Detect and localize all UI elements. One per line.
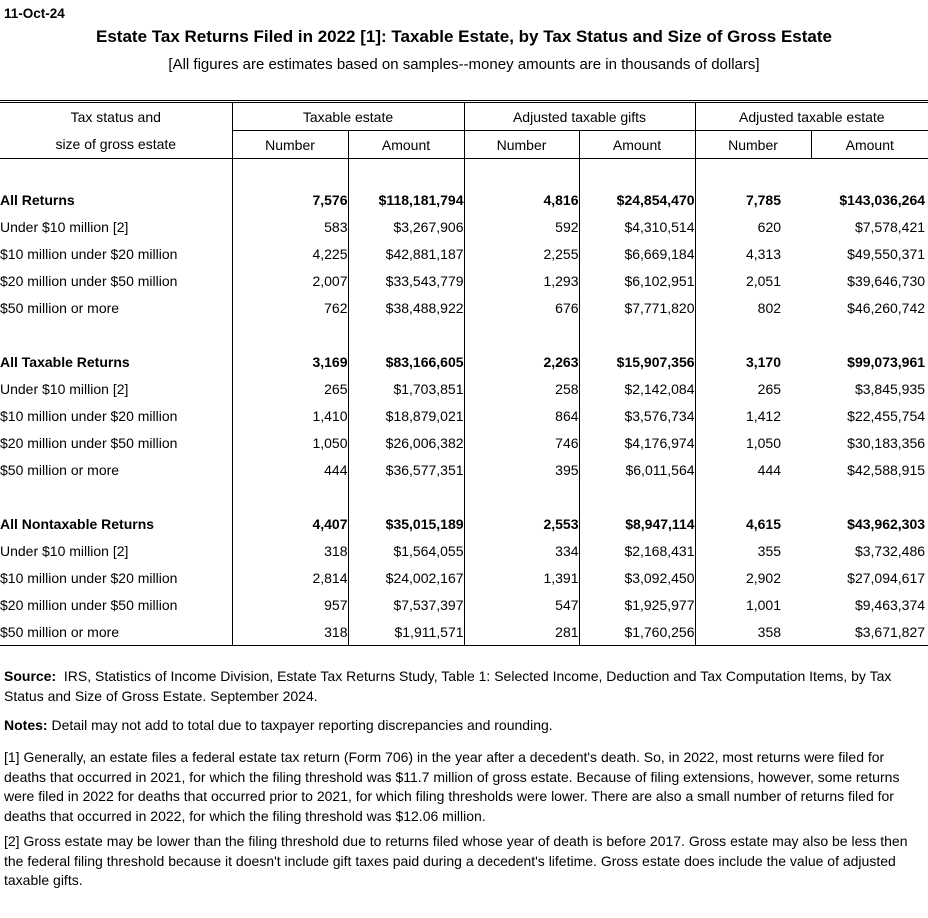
table-row — [0, 456, 928, 483]
cell-adjusted-taxable-estate-amount: $99,073,961 — [847, 353, 926, 370]
cell-adjusted-taxable-gifts-amount: $6,669,184 — [579, 240, 695, 267]
cell-adjusted-taxable-estate-number: 802 — [695, 294, 811, 321]
cell-taxable-estate-amount: $1,911,571 — [348, 618, 464, 646]
col-header-number: Number — [464, 131, 579, 159]
table-row — [0, 240, 928, 267]
cell-adjusted-taxable-estate-number: 1,001 — [695, 591, 811, 618]
row-label: Under $10 million [2] — [0, 542, 129, 559]
row-label: $20 million under $50 million — [0, 434, 178, 451]
cell-adjusted-taxable-estate-amount: $7,578,421 — [854, 218, 926, 235]
row-label: $50 million or more — [0, 299, 120, 316]
spacer-cell — [579, 159, 695, 187]
cell-adjusted-taxable-estate-amount: $22,455,754 — [847, 407, 926, 424]
col-header-amount: Amount — [579, 131, 695, 159]
cell-adjusted-taxable-estate-number: 1,050 — [695, 429, 811, 456]
cell-taxable-estate-number: 957 — [232, 591, 348, 618]
spacer-cell — [0, 483, 232, 510]
cell-adjusted-taxable-gifts-amount: $3,576,734 — [579, 402, 695, 429]
stub-header-line1: Tax status and — [0, 102, 232, 131]
spacer-cell — [348, 321, 464, 348]
notes-text: Detail may not add to total due to taxpayer reporting discrepancies and rounding. — [51, 717, 553, 733]
cell-adjusted-taxable-gifts-amount: $4,310,514 — [579, 213, 695, 240]
section-spacer — [0, 483, 928, 510]
page-title: Estate Tax Returns Filed in 2022 [1]: Taxable Estate, by Tax Status and Size of Gross Estate — [96, 27, 832, 46]
cell-adjusted-taxable-estate-number: 3,170 — [695, 348, 811, 375]
spacer-cell — [232, 483, 348, 510]
row-label: All Taxable Returns — [0, 353, 130, 370]
table-row — [0, 213, 928, 240]
cell-adjusted-taxable-gifts-number: 1,391 — [464, 564, 579, 591]
cell-taxable-estate-number: 2,007 — [232, 267, 348, 294]
table-row — [0, 591, 928, 618]
cell-taxable-estate-number: 318 — [232, 537, 348, 564]
cell-taxable-estate-number: 265 — [232, 375, 348, 402]
table-row — [0, 618, 928, 646]
cell-adjusted-taxable-gifts-amount: $6,102,951 — [579, 267, 695, 294]
row-label: $50 million or more — [0, 618, 232, 646]
cell-adjusted-taxable-estate-amount: $3,845,935 — [854, 380, 926, 397]
cell-adjusted-taxable-gifts-number: 334 — [464, 537, 579, 564]
cell-adjusted-taxable-gifts-number: 2,255 — [464, 240, 579, 267]
cell-taxable-estate-amount: $1,703,851 — [348, 375, 464, 402]
cell-adjusted-taxable-gifts-number: 864 — [464, 402, 579, 429]
cell-adjusted-taxable-gifts-number: 4,816 — [464, 186, 579, 213]
cell-taxable-estate-amount: $33,543,779 — [348, 267, 464, 294]
cell-adjusted-taxable-gifts-amount: $4,176,974 — [579, 429, 695, 456]
notes-note — [4, 716, 919, 736]
cell-adjusted-taxable-gifts-number: 281 — [464, 618, 579, 646]
group-header-adjusted-taxable-gifts: Adjusted taxable gifts — [464, 102, 695, 131]
cell-taxable-estate-amount: $26,006,382 — [348, 429, 464, 456]
cell-adjusted-taxable-estate-amount: $143,036,264 — [839, 191, 926, 208]
section-spacer — [0, 321, 928, 348]
cell-taxable-estate-amount: $36,577,351 — [348, 456, 464, 483]
row-label: Under $10 million [2] — [0, 218, 129, 235]
cell-taxable-estate-amount: $24,002,167 — [348, 564, 464, 591]
cell-taxable-estate-number: 762 — [232, 294, 348, 321]
table-row — [0, 537, 928, 564]
cell-taxable-estate-number: 7,576 — [232, 186, 348, 213]
spacer-cell — [695, 483, 811, 510]
cell-adjusted-taxable-gifts-number: 395 — [464, 456, 579, 483]
row-label: $10 million under $20 million — [0, 569, 178, 586]
spacer-cell — [348, 483, 464, 510]
row-label: $10 million under $20 million — [0, 245, 178, 262]
spacer-cell — [0, 159, 232, 187]
cell-adjusted-taxable-estate-number: 1,412 — [695, 402, 811, 429]
table-row — [0, 375, 928, 402]
cell-taxable-estate-number: 1,050 — [232, 429, 348, 456]
report-date: 11-Oct-24 — [4, 6, 65, 21]
col-header-amount: Amount — [811, 131, 928, 159]
cell-adjusted-taxable-gifts-amount: $2,168,431 — [579, 537, 695, 564]
cell-adjusted-taxable-estate-number: 4,313 — [695, 240, 811, 267]
row-label: All Nontaxable Returns — [0, 515, 155, 532]
cell-adjusted-taxable-gifts-amount: $15,907,356 — [579, 348, 695, 375]
spacer-cell — [464, 159, 579, 187]
cell-adjusted-taxable-gifts-amount: $2,142,084 — [579, 375, 695, 402]
table-row — [0, 294, 928, 321]
col-header-amount: Amount — [348, 131, 464, 159]
cell-adjusted-taxable-estate-amount: $3,671,827 — [811, 618, 928, 646]
cell-adjusted-taxable-gifts-number: 2,553 — [464, 510, 579, 537]
cell-adjusted-taxable-gifts-amount: $1,760,256 — [579, 618, 695, 646]
spacer-cell — [464, 321, 579, 348]
table-total-row — [0, 348, 928, 375]
cell-taxable-estate-amount: $42,881,187 — [348, 240, 464, 267]
table-body — [0, 159, 928, 646]
spacer-cell — [811, 159, 928, 187]
cell-adjusted-taxable-gifts-number: 258 — [464, 375, 579, 402]
footnote-2: [2] Gross estate may be lower than the filing threshold due to returns filed whose year of death is before 2017. Gross estate may also be less then the federal filing threshold because it doesn't include gift taxes paid during a decedent's lifetime. Gross estate does include the value of adjusted taxable gifts. — [4, 833, 908, 888]
cell-adjusted-taxable-estate-amount: $30,183,356 — [847, 434, 926, 451]
cell-taxable-estate-number: 583 — [232, 213, 348, 240]
cell-taxable-estate-amount: $7,537,397 — [348, 591, 464, 618]
cell-adjusted-taxable-gifts-number: 746 — [464, 429, 579, 456]
cell-adjusted-taxable-estate-amount: $46,260,742 — [847, 299, 926, 316]
cell-adjusted-taxable-estate-number: 2,051 — [695, 267, 811, 294]
cell-adjusted-taxable-estate-amount: $3,732,486 — [854, 542, 926, 559]
spacer-cell — [464, 483, 579, 510]
cell-adjusted-taxable-gifts-number: 547 — [464, 591, 579, 618]
cell-taxable-estate-amount: $38,488,922 — [348, 294, 464, 321]
cell-adjusted-taxable-gifts-amount: $7,771,820 — [579, 294, 695, 321]
cell-adjusted-taxable-gifts-amount: $6,011,564 — [579, 456, 695, 483]
spacer-cell — [579, 483, 695, 510]
row-label: All Returns — [0, 191, 75, 208]
cell-taxable-estate-number: 444 — [232, 456, 348, 483]
row-label: $20 million under $50 million — [0, 596, 178, 613]
cell-adjusted-taxable-estate-amount: $9,463,374 — [854, 596, 926, 613]
cell-adjusted-taxable-estate-number: 358 — [695, 618, 811, 646]
source-label: Source: — [4, 668, 57, 684]
cell-taxable-estate-amount: $83,166,605 — [348, 348, 464, 375]
stub-header-line2: size of gross estate — [0, 131, 232, 159]
cell-adjusted-taxable-gifts-amount: $8,947,114 — [579, 510, 695, 537]
row-label: $50 million or more — [0, 461, 120, 478]
page-subtitle: [All figures are estimates based on samples--money amounts are in thousands of dollars] — [168, 56, 760, 73]
estate-tax-table — [0, 100, 928, 646]
cell-taxable-estate-amount: $18,879,021 — [348, 402, 464, 429]
source-note — [4, 667, 919, 706]
cell-taxable-estate-amount: $35,015,189 — [348, 510, 464, 537]
cell-taxable-estate-amount: $3,267,906 — [348, 213, 464, 240]
cell-taxable-estate-number: 3,169 — [232, 348, 348, 375]
cell-adjusted-taxable-estate-amount: $39,646,730 — [847, 272, 926, 289]
cell-adjusted-taxable-gifts-number: 1,293 — [464, 267, 579, 294]
cell-adjusted-taxable-estate-number: 355 — [695, 537, 811, 564]
cell-adjusted-taxable-estate-number: 265 — [695, 375, 811, 402]
spacer-cell — [348, 159, 464, 187]
cell-adjusted-taxable-estate-amount: $43,962,303 — [847, 515, 926, 532]
cell-adjusted-taxable-estate-number: 620 — [695, 213, 811, 240]
col-header-number: Number — [695, 131, 811, 159]
cell-adjusted-taxable-gifts-number: 676 — [464, 294, 579, 321]
row-label: Under $10 million [2] — [0, 380, 129, 397]
cell-adjusted-taxable-gifts-amount: $24,854,470 — [579, 186, 695, 213]
cell-adjusted-taxable-estate-number: 4,615 — [695, 510, 811, 537]
cell-taxable-estate-number: 4,225 — [232, 240, 348, 267]
cell-taxable-estate-number: 318 — [232, 618, 348, 646]
group-header-taxable-estate: Taxable estate — [232, 102, 464, 131]
cell-adjusted-taxable-estate-number: 444 — [695, 456, 811, 483]
cell-adjusted-taxable-gifts-amount: $3,092,450 — [579, 564, 695, 591]
spacer-cell — [0, 321, 232, 348]
cell-taxable-estate-amount: $118,181,794 — [348, 186, 464, 213]
footnote-1: [1] Generally, an estate files a federal estate tax return (Form 706) in the year after a decedent's death. So, in 2022, most returns were filed for deaths that occurred in 2021, for which the filing threshold was $11.7 million of gross estate. Because of filing extensions, however, some returns were filed in 2022 for deaths that occurred prior to 2021, for which filing thresholds were lower. There are also a small number of returns filed for deaths that occurred in 2022, for which the filing threshold was $12.06 million. — [4, 749, 900, 824]
spacer-cell — [811, 321, 928, 348]
spacer-cell — [232, 159, 348, 187]
cell-taxable-estate-amount: $1,564,055 — [348, 537, 464, 564]
section-spacer — [0, 159, 928, 187]
notes-label: Notes: — [4, 717, 48, 733]
cell-taxable-estate-number: 1,410 — [232, 402, 348, 429]
row-label: $10 million under $20 million — [0, 407, 178, 424]
cell-adjusted-taxable-estate-amount: $42,588,915 — [847, 461, 926, 478]
spacer-cell — [579, 321, 695, 348]
cell-adjusted-taxable-estate-amount: $49,550,371 — [847, 245, 926, 262]
table-total-row — [0, 510, 928, 537]
col-header-number: Number — [232, 131, 348, 159]
row-label: $20 million under $50 million — [0, 272, 178, 289]
cell-adjusted-taxable-gifts-amount: $1,925,977 — [579, 591, 695, 618]
table-row — [0, 267, 928, 294]
spacer-cell — [695, 159, 811, 187]
spacer-cell — [232, 321, 348, 348]
group-header-adjusted-taxable-estate: Adjusted taxable estate — [695, 102, 928, 131]
source-text: IRS, Statistics of Income Division, Estate Tax Returns Study, Table 1: Selected Income, Deduction and Tax Computation Items, by Tax Status and Size of Gross Estate. September 2024. — [4, 668, 892, 704]
cell-adjusted-taxable-estate-amount: $27,094,617 — [847, 569, 926, 586]
cell-adjusted-taxable-gifts-number: 2,263 — [464, 348, 579, 375]
table-total-row — [0, 186, 928, 213]
cell-taxable-estate-number: 2,814 — [232, 564, 348, 591]
table-row — [0, 564, 928, 591]
spacer-cell — [811, 483, 928, 510]
table-row — [0, 429, 928, 456]
cell-taxable-estate-number: 4,407 — [232, 510, 348, 537]
cell-adjusted-taxable-gifts-number: 592 — [464, 213, 579, 240]
cell-adjusted-taxable-estate-number: 7,785 — [695, 186, 811, 213]
cell-adjusted-taxable-estate-number: 2,902 — [695, 564, 811, 591]
table-row — [0, 402, 928, 429]
spacer-cell — [695, 321, 811, 348]
